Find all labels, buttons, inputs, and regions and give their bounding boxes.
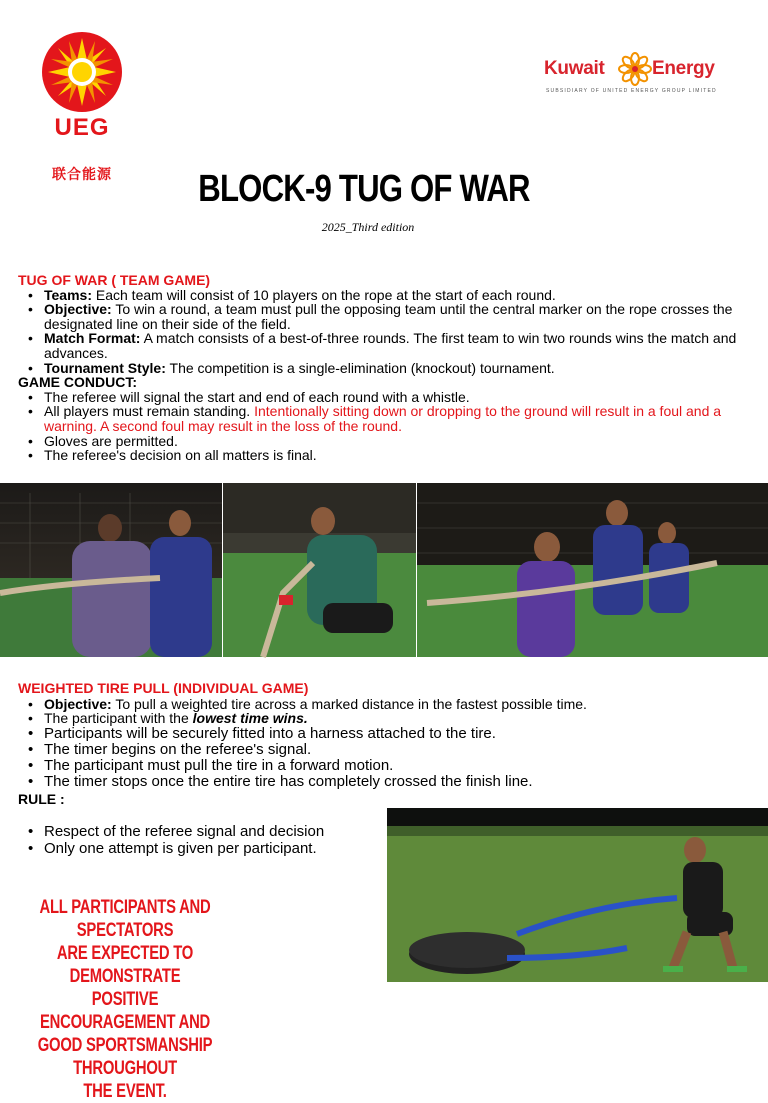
game-conduct-heading: GAME CONDUCT: [18,374,137,391]
team-rules-list [18,288,758,376]
list-item [44,302,758,331]
list-item: • Participants will be securely fitted into a harness attached to the tire. [44,726,758,742]
list-item [44,711,758,726]
list-item: • Only one attempt is given per participant. [44,840,378,857]
note-line: POSITIVE ENCOURAGEMENT AND [39,989,211,1033]
logo-word-energy: Energy [652,58,715,79]
tire-pull-heading: WEIGHTED TIRE PULL (INDIVIDUAL GAME) [18,680,309,696]
list-item [44,361,758,376]
sun-burst-icon [40,30,124,114]
rule-label: Match Format: [44,330,141,347]
ueg-wordmark: UEG [54,114,110,141]
logo-word-kuwait: Kuwait [544,58,605,79]
tug-of-war-photo-2 [223,483,416,657]
rule-label: Objective: [44,695,112,712]
list-item: • The timer begins on the referee's signal. [44,742,758,758]
kuwait-energy-logo [542,48,732,100]
list-item [44,448,758,463]
page-title: BLOCK-9 TUG OF WAR [198,168,530,210]
note-line: ALL PARTICIPANTS AND SPECTATORS [39,897,211,941]
conduct-text: The referee will signal the start and end of each round with a whistle. [44,388,470,405]
lowest-time-emphasis: lowest time wins. [192,710,308,727]
tire-pull-list [18,697,758,791]
note-line: GOOD SPORTSMANSHIP THROUGHOUT [37,1035,213,1079]
tug-of-war-section [18,273,758,463]
list-item: • Respect of the referee signal and decision [44,823,378,840]
list-item [44,434,758,449]
note-line: THE EVENT. [83,1081,167,1102]
rule-label: Teams: [44,286,92,303]
rule-label: Tournament Style: [44,359,166,376]
list-item [44,697,758,712]
rule-text: To pull a weighted tire across a marked distance in the fastest possible time. [111,695,587,712]
logo-tagline: SUBSIDIARY OF UNITED ENERGY GROUP LIMITED [546,88,717,94]
rule-text: A match consists of a best-of-three rounds. The first team to win two rounds wins the match and advances. [44,330,737,361]
rule-text: To win a round, a team must pull the opposing team until the central marker on the rope crosses the designated line on their side of the field. [44,301,733,332]
list-item [44,390,758,405]
tire-pull-photo [387,808,768,982]
ueg-chinese-name: 联合能源 [52,167,112,183]
tug-of-war-photo-1 [0,483,222,657]
list-item: • The timer stops once the entire tire has completely crossed the finish line. [44,774,758,790]
note-line: ARE EXPECTED TO DEMONSTRATE [56,943,194,987]
rule-section [18,823,378,857]
sportsmanship-note [28,896,223,1103]
rule-text: The competition is a single-elimination (knockout) tournament. [165,359,555,376]
list-item [44,288,758,303]
tug-of-war-photo-3 [417,483,768,657]
conduct-text: All players must remain standing. [44,403,255,420]
list-item [44,404,758,433]
rule-heading: RULE : [18,790,65,807]
conduct-text: Gloves are permitted. [44,432,178,449]
game-conduct-list [18,390,758,463]
conduct-text: The referee's decision on all matters is final. [44,447,317,464]
list-item: • The participant must pull the tire in a forward motion. [44,758,758,774]
rule-list [18,823,378,857]
rule-text: The participant with the [44,710,193,727]
rule-text: Each team will consist of 10 players on the rope at the start of each round. [91,286,556,303]
rule-label: Objective: [44,301,112,318]
ueg-logo [34,30,130,183]
foul-warning-text: Intentionally sitting down or dropping to the ground will result in a foul and a warning. A second foul may result in the loss of the round. [44,403,722,434]
flower-icon [618,52,652,86]
page-subtitle: 2025_Third edition [321,220,415,234]
tug-of-war-heading: TUG OF WAR ( TEAM GAME) [18,272,211,288]
list-item [44,331,758,360]
tire-pull-section [18,681,758,807]
